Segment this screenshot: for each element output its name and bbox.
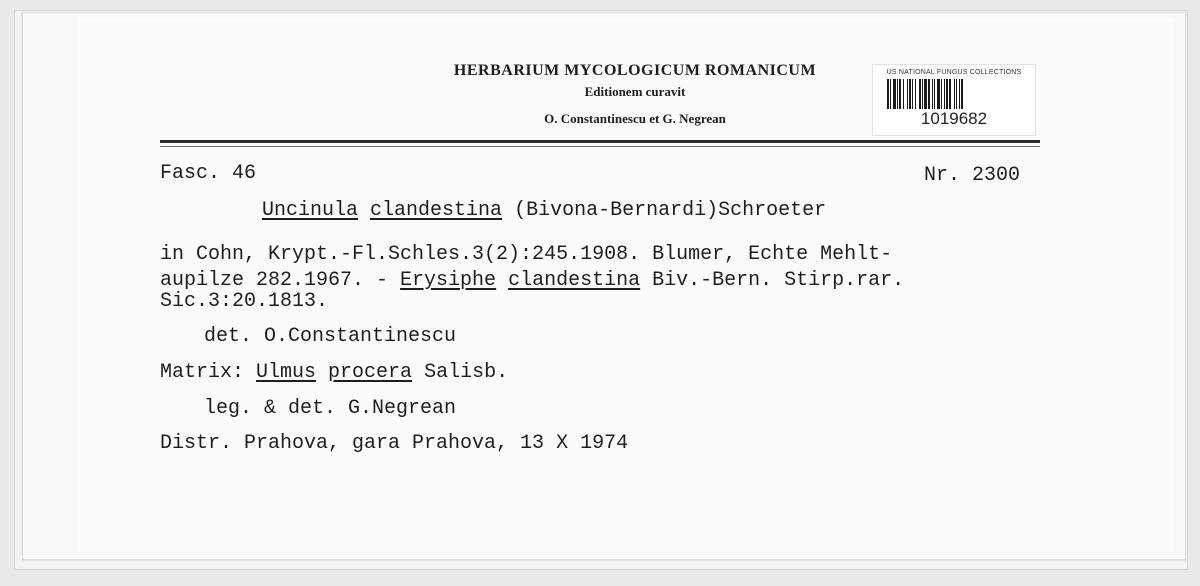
header-rule-thin <box>160 146 1040 147</box>
reference-line-1: in Cohn, Krypt.-Fl.Schles.3(2):245.1908. Blumer, Echte Mehlt- <box>160 243 893 266</box>
header-rule <box>160 140 1040 143</box>
collection-name: US NATIONAL FUNGUS COLLECTIONS <box>886 69 1022 76</box>
reference-line-2 <box>160 270 904 292</box>
reference-prefix: aupilze 282.1967. - <box>160 269 401 292</box>
barcode-number: 1019682 <box>920 109 988 128</box>
label-header <box>400 60 870 130</box>
matrix-prefix: Matrix: <box>160 361 257 384</box>
reference-suffix: Biv.-Bern. Stirp.rar. <box>640 269 905 292</box>
host-genus: Ulmus <box>256 361 317 384</box>
herbarium-title: HERBARIUM MYCOLOGICUM ROMANICUM <box>453 62 817 79</box>
determiner: det. O.Constantinescu <box>204 325 457 348</box>
herbarium-subtitle: Editionem curavit <box>584 84 686 99</box>
locality-date: Distr. Prahova, gara Prahova, 13 X 1974 <box>160 432 629 455</box>
host-species: procera <box>328 361 413 384</box>
exsiccata-number: Nr. 2300 <box>924 164 1021 187</box>
taxon-species: clandestina <box>370 199 503 222</box>
synonym-genus: Erysiphe <box>400 269 497 292</box>
barcode-label <box>872 64 1036 136</box>
taxon-name <box>262 200 826 222</box>
barcode-icon <box>887 79 1021 109</box>
taxon-authority: (Bivona-Bernardi)Schroeter <box>514 199 827 222</box>
host-authority: Salisb. <box>412 361 509 384</box>
matrix-host <box>160 362 508 384</box>
herbarium-editors: O. Constantinescu et G. Negrean <box>544 111 726 126</box>
taxon-genus: Uncinula <box>262 199 359 222</box>
fascicle-number: Fasc. 46 <box>160 162 257 185</box>
reference-line-3: Sic.3:20.1813. <box>160 290 329 313</box>
collector: leg. & det. G.Negrean <box>204 397 457 420</box>
synonym-species: clandestina <box>508 269 641 292</box>
